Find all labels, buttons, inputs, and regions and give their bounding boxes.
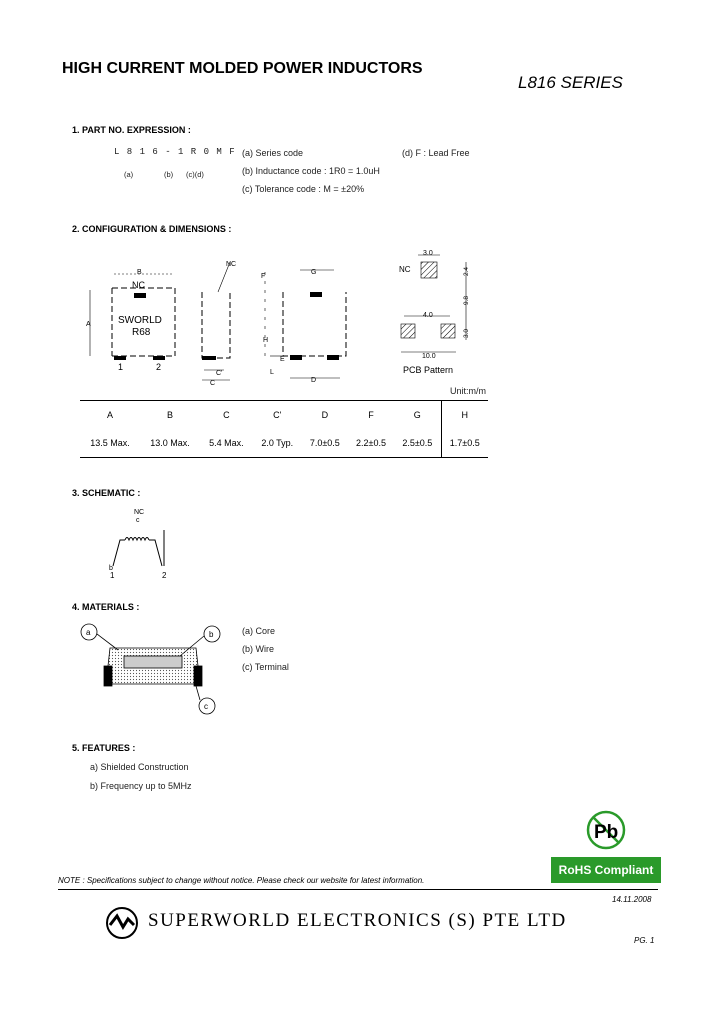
schematic-heading: 3. SCHEMATIC : <box>72 488 141 498</box>
col-header-c: C <box>223 410 230 420</box>
callout-b: b <box>209 630 214 639</box>
cell-d: 7.0±0.5 <box>309 438 340 448</box>
cell-c: 5.4 Max. <box>209 438 244 448</box>
series-name: L816 SERIES <box>518 73 623 92</box>
footer-divider <box>58 889 658 890</box>
page-title: HIGH CURRENT MOLDED POWER INDUCTORS <box>62 60 423 77</box>
part-no-heading: 1. PART NO. EXPRESSION : <box>72 125 191 135</box>
dim-letter-f: F <box>261 273 266 280</box>
code-label-a: (a) <box>124 170 134 179</box>
cell-f: 2.2±0.5 <box>356 438 386 448</box>
config-heading: 2. CONFIGURATION & DIMENSIONS : <box>72 224 232 234</box>
cell-a: 13.5 Max. <box>90 438 130 448</box>
rohs-badge: RoHS Compliant <box>551 857 661 883</box>
top-nc-label: NC <box>132 280 145 290</box>
dim-letter-g: G <box>311 269 317 276</box>
footer-date: 14.11.2008 <box>612 895 652 904</box>
col-header-d: D <box>321 410 329 420</box>
schematic-b: b <box>109 565 113 572</box>
pcb-dim-4: 4.0 <box>423 312 433 319</box>
part-item-c: (c) Tolerance code : M = ±20% <box>242 184 365 194</box>
pcb-nc-label: NC <box>399 265 411 274</box>
material-wire: (b) Wire <box>242 644 274 654</box>
dim-letter-c-prime: C' <box>216 370 223 377</box>
col-header-a: A <box>107 410 114 420</box>
material-core: (a) Core <box>242 626 276 636</box>
pcb-dim-3: 9.8 <box>463 295 470 305</box>
dim-letter-b: B <box>137 269 142 276</box>
callout-c: c <box>204 702 208 711</box>
col-header-c-prime: C' <box>273 410 282 420</box>
dim-letter-a: A <box>86 321 91 328</box>
cell-g: 2.5±0.5 <box>402 438 433 448</box>
pcb-dim-5: 3.0 <box>463 328 470 338</box>
marking-code: R68 <box>132 327 151 338</box>
top-pin-2: 2 <box>156 362 162 372</box>
top-pin-1: 1 <box>118 362 124 372</box>
dim-letter-l: L <box>270 369 274 376</box>
col-header-f: F <box>368 410 374 420</box>
part-item-b: (b) Inductance code : 1R0 = 1.0uH <box>242 166 380 176</box>
footer-note: NOTE : Specifications subject to change without notice. Please check our website for latest information. <box>58 876 425 885</box>
company-logo-icon <box>104 905 144 945</box>
dim-letter-c: C <box>210 380 216 387</box>
code-label-cd: (c)(d) <box>186 170 204 179</box>
pcb-dim-1: 3.0 <box>423 250 433 257</box>
cell-h: 1.7±0.5 <box>441 429 488 458</box>
dim-letter-e: E <box>280 356 285 363</box>
pcb-caption: PCB Pattern <box>403 365 454 375</box>
pb-symbol: Pb <box>594 822 619 843</box>
materials-heading: 4. MATERIALS : <box>72 602 140 612</box>
part-item-d: (d) F : Lead Free <box>402 148 470 158</box>
company-name: SUPERWORLD ELECTRONICS (S) PTE LTD <box>148 910 567 931</box>
part-item-a: (a) Series code <box>242 148 304 158</box>
features-heading: 5. FEATURES : <box>72 743 136 753</box>
material-terminal: (c) Terminal <box>242 662 289 672</box>
dim-letter-d: D <box>311 377 317 384</box>
schematic-nc: NC <box>134 509 145 516</box>
part-code: L 8 1 6 - 1 R 0 M F <box>114 147 236 157</box>
col-header-g: G <box>413 410 421 420</box>
callout-a: a <box>86 628 91 637</box>
unit-label: Unit:m/m <box>450 386 486 396</box>
side-nc-label: NC <box>226 261 237 268</box>
cell-b: 13.0 Max. <box>150 438 190 448</box>
dim-letter-h: H <box>263 337 269 344</box>
schematic-pin-2: 2 <box>162 571 167 580</box>
schematic-c: c <box>136 517 140 524</box>
marking-sworld: SWORLD <box>118 315 162 326</box>
schematic-pin-1: 1 <box>110 571 115 580</box>
code-label-b: (b) <box>164 170 174 179</box>
page-number: PG. 1 <box>634 936 655 945</box>
feature-item-a: a) Shielded Construction <box>90 762 189 772</box>
col-header-h: H <box>441 401 488 430</box>
col-header-b: B <box>167 410 174 420</box>
pcb-dim-6: 10.0 <box>422 353 436 360</box>
pcb-dim-2: 2.4 <box>463 266 470 276</box>
cell-c-prime: 2.0 Typ. <box>261 438 294 448</box>
feature-item-b: b) Frequency up to 5MHz <box>90 781 192 791</box>
